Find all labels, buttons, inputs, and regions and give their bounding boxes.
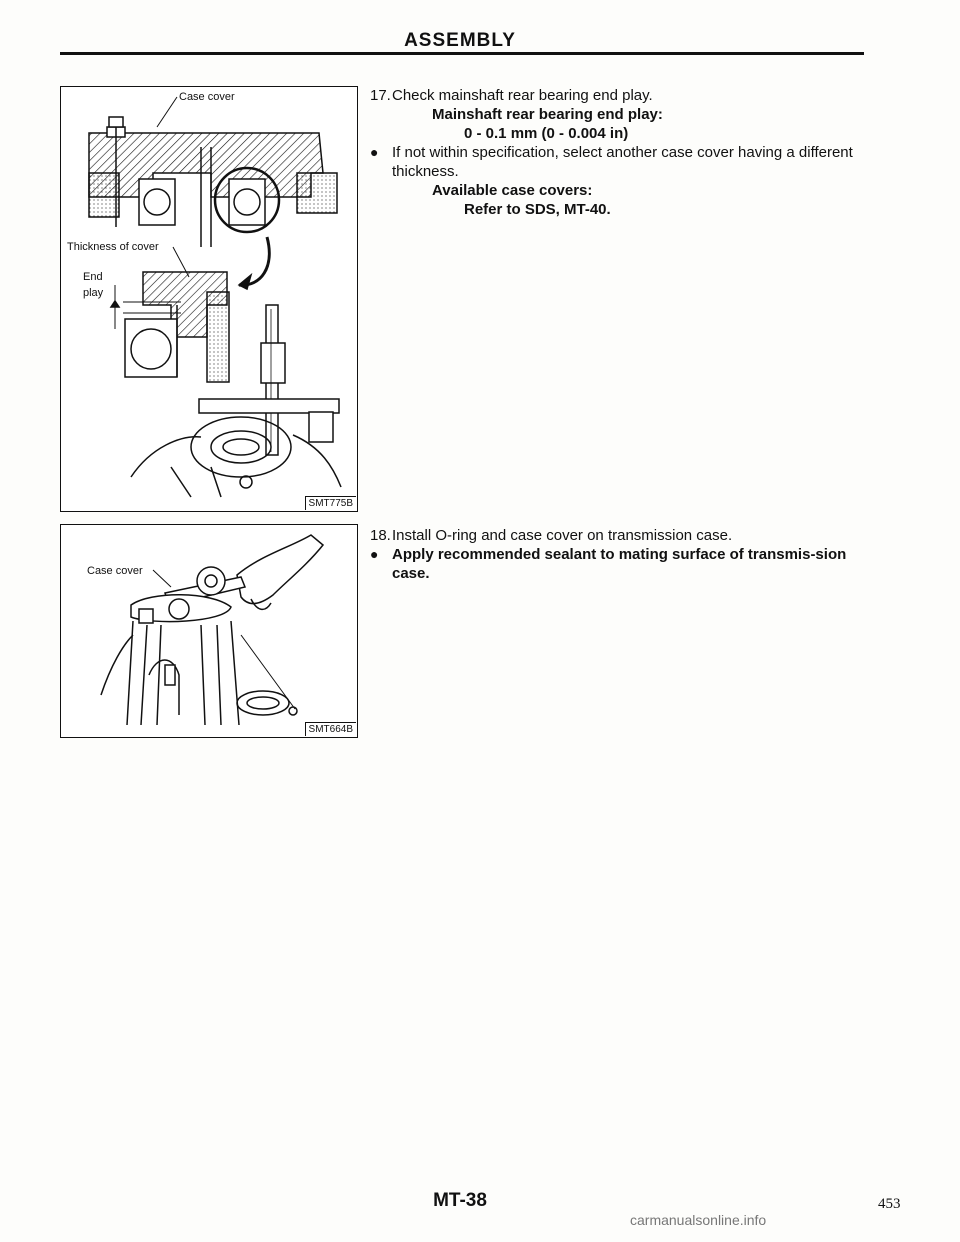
spec-label: Available case covers: <box>432 182 593 199</box>
page-title: ASSEMBLY <box>404 30 516 51</box>
bullet-icon: ● <box>370 546 379 562</box>
step-text: Install O-ring and case cover on transmission case. <box>392 527 733 544</box>
spec-value: 0 - 0.1 mm (0 - 0.004 in) <box>464 125 629 142</box>
bullet-text: Apply recommended sealant to mating surface of transmis-sion case. <box>392 546 847 582</box>
header-rule <box>60 52 864 55</box>
bearing-end-play-illustration <box>61 87 357 511</box>
spec-value: Refer to SDS, MT-40. <box>464 201 611 218</box>
label-thickness-of-cover: Thickness of cover <box>67 241 159 253</box>
spec-label: Mainshaft rear bearing end play: <box>432 106 663 123</box>
step-17 <box>370 86 870 219</box>
watermark: carmanualsonline.info <box>630 1212 767 1228</box>
step-17-instruction <box>370 86 870 105</box>
figure-bearing-end-play <box>60 86 358 512</box>
install-case-cover-illustration <box>61 525 357 737</box>
step-18-bullet <box>370 545 870 583</box>
bullet-icon: ● <box>370 144 379 160</box>
step-number: 18. <box>370 527 391 544</box>
label-play: play <box>83 287 104 299</box>
figure-install-case-cover <box>60 524 358 738</box>
page-code: MT-38 <box>433 1190 487 1211</box>
label-end: End <box>83 271 103 283</box>
step-number: 17. <box>370 87 391 104</box>
step-text: Check mainshaft rear bearing end play. <box>392 87 653 104</box>
step-17-bullet <box>370 143 870 181</box>
figure-id: SMT664B <box>305 722 356 736</box>
label-case-cover: Case cover <box>179 91 235 103</box>
figure-id: SMT775B <box>305 496 356 510</box>
bullet-text: If not within specification, select another case cover having a different thickness. <box>392 144 853 180</box>
step-18-instruction <box>370 526 870 545</box>
step-18 <box>370 526 870 583</box>
label-case-cover: Case cover <box>87 565 143 577</box>
page-number: 453 <box>878 1196 901 1212</box>
